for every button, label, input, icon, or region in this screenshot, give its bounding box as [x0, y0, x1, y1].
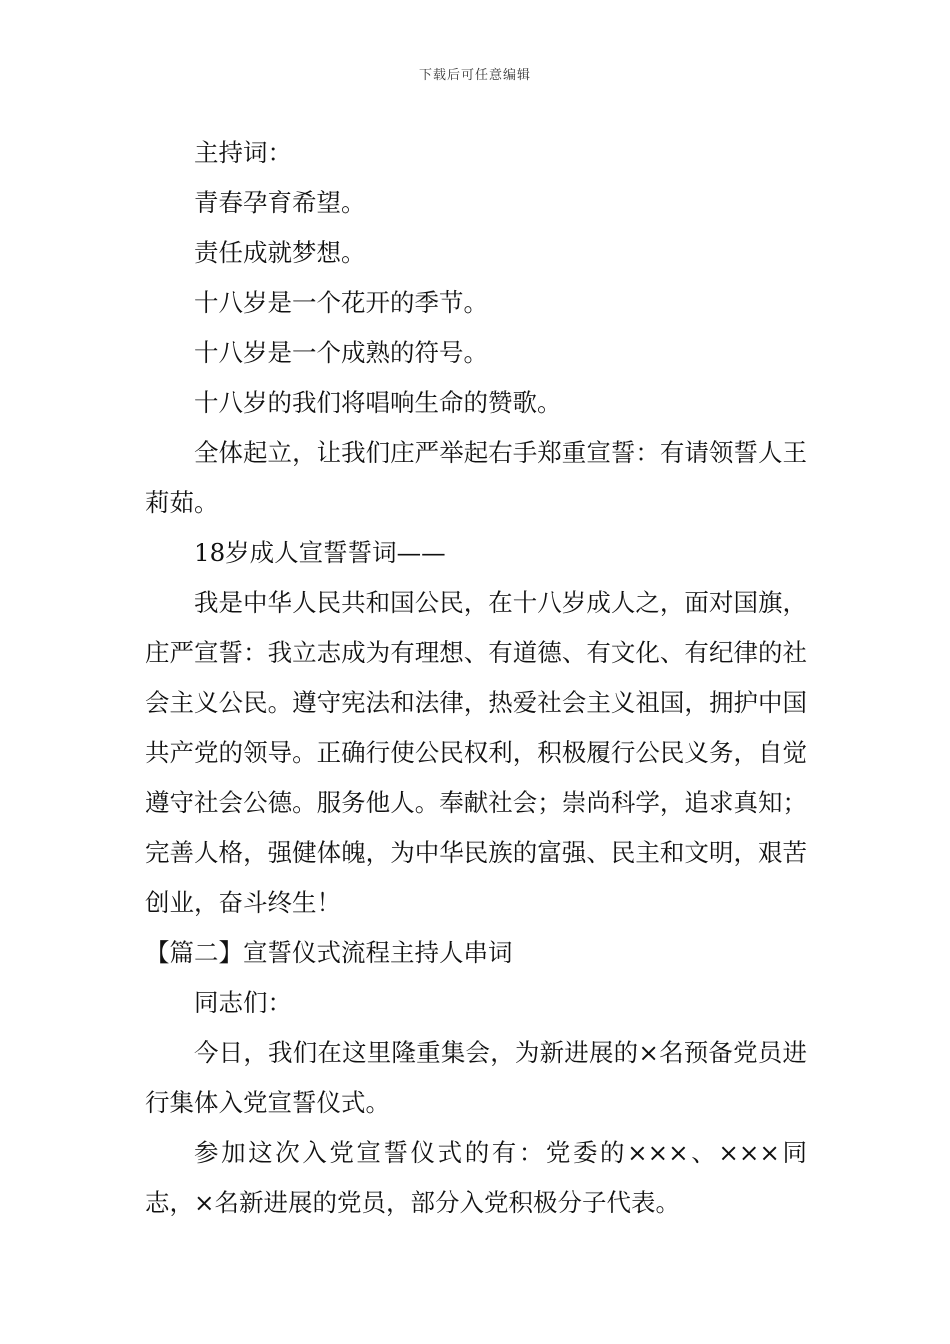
paragraph-youth-hope: 青春孕育希望。 — [194, 188, 366, 217]
paragraph-responsibility-dream: 责任成就梦想。 — [194, 238, 366, 267]
paragraph-eighteen-song: 十八岁的我们将唱响生命的赞歌。 — [194, 388, 562, 417]
section-heading-part-two: 【篇二】宣誓仪式流程主持人串词 — [145, 938, 513, 967]
paragraph-comrades: 同志们： — [194, 988, 292, 1017]
paragraph-host-label: 主持词： — [194, 138, 292, 167]
paragraph-today-gathering: 今日，我们在这里隆重集会，为新进展的×名预备党员进行集体入党宣誓仪式。 — [145, 1038, 807, 1117]
paragraph-oath-title: 18岁成人宣誓誓词—— — [194, 538, 446, 567]
paragraph-stand-up-oath: 全体起立，让我们庄严举起右手郑重宣誓：有请领誓人王莉茹。 — [145, 438, 807, 517]
paragraph-eighteen-flower: 十八岁是一个花开的季节。 — [194, 288, 488, 317]
paragraph-eighteen-mature: 十八岁是一个成熟的符号。 — [194, 338, 488, 367]
page-header: 下载后可任意编辑 — [418, 68, 531, 83]
paragraph-participants: 参加这次入党宣誓仪式的有：党委的×××、×××同志，×名新进展的党员，部分入党积极分子代表。 — [145, 1138, 807, 1217]
paragraph-oath-text: 我是中华人民共和国公民，在十八岁成人之，面对国旗，庄严宣誓：我立志成为有理想、有道德、有文化、有纪律的社会主义公民。遵守宪法和法律，热爱社会主义祖国，拥护中国共产党的领导。正确行使公民权利，积极履行公民义务，自觉遵守社会公德。服务他人。奉献社会；崇尚科学，追求真知；完善人格，强健体魄，为中华民族的富强、民主和文明，艰苦创业，奋斗终生！ — [145, 588, 807, 917]
document-body — [145, 128, 807, 1228]
